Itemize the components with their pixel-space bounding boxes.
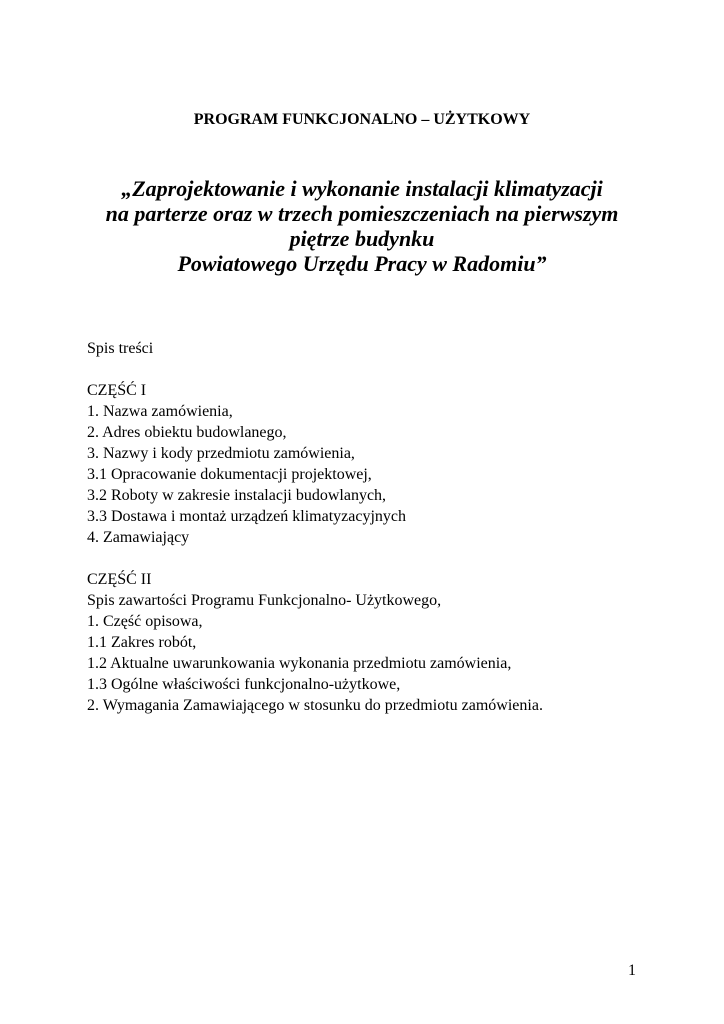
spacer [87,548,687,569]
part-2-heading: CZĘŚĆ II [87,571,152,588]
subtitle-line: na parterze oraz w trzech pomieszczeniach na pierwszym [105,201,619,226]
toc-item: 2. Adres obiektu budowlanego, [87,424,287,441]
page-number: 1 [628,962,636,979]
toc-item: 3.2 Roboty w zakresie instalacji budowlanych, [87,487,387,504]
toc-item: 3.3 Dostawa i montaż urządzeń klimatyzacyjnych [87,508,406,525]
toc-item: 1.1 Zakres robót, [87,634,197,651]
subtitle-line: „Zaprojektowanie i wykonanie instalacji klimatyzacji [121,176,603,201]
toc-heading: Spis treści [87,340,154,357]
document-title: PROGRAM FUNKCJONALNO – UŻYTKOWY [193,111,531,128]
toc-item: 1.2 Aktualne uwarunkowania wykonania przedmiotu zamówienia, [87,655,512,672]
toc-item: 4. Zamawiający [87,529,190,546]
toc-item: 3. Nazwy i kody przedmiotu zamówienia, [87,445,355,462]
toc-item: 2. Wymagania Zamawiającego w stosunku do przedmiotu zamówienia. [87,697,543,714]
toc-item: 1.3 Ogólne właściwości funkcjonalno-użytkowe, [87,676,401,693]
toc-item: 1. Część opisowa, [87,613,203,630]
document-subtitle [60,176,664,276]
subtitle-line: Powiatowego Urzędu Pracy w Radomiu” [177,251,547,276]
part-1-heading: CZĘŚĆ I [87,382,147,399]
table-of-contents [87,338,687,716]
subtitle-line: piętrze budynku [289,226,435,251]
spacer [87,359,687,380]
toc-item: Spis zawartości Programu Funkcjonalno- Użytkowego, [87,592,442,609]
toc-item: 3.1 Opracowanie dokumentacji projektowej, [87,466,372,483]
toc-item: 1. Nazwa zamówienia, [87,403,233,420]
